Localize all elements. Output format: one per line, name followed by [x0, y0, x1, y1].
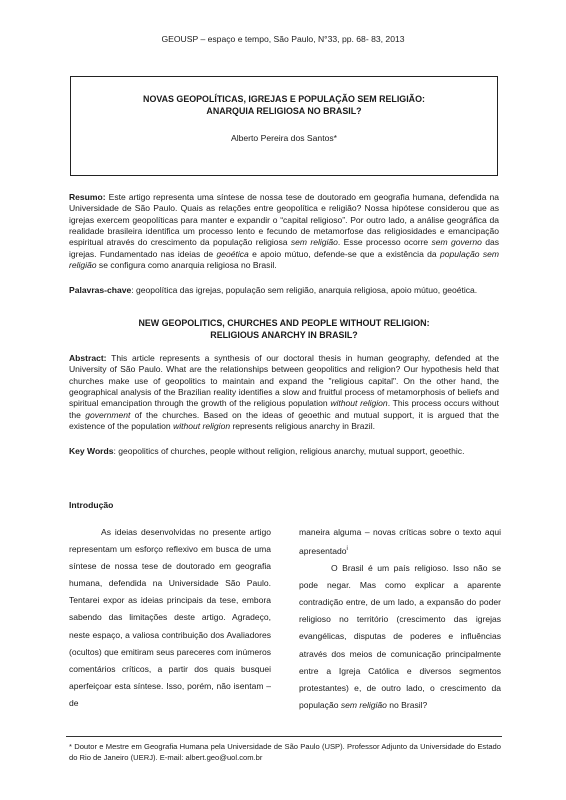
title-line-1: NOVAS GEOPOLÍTICAS, IGREJAS E POPULAÇÃO SEM RELIGIÃO:: [143, 94, 425, 104]
intro-text: maneira alguma – novas críticas sobre o texto aqui apresentado: [299, 527, 501, 556]
intro-paragraph-1: As ideias desenvolvidas no presente artigo representam um esforço reflexivo em busca de uma síntese de nossa tese de doutorado em geografia humana, defendida na Universidade São Paulo. Tentarei expor as ideias principais da tese, embora sabendo das limitações deste artigo. Agradeço, neste espaço, a valiosa contribuição dos Avaliadores (ocultos) que emitiram seus pareceres com inúmeros comentários críticos, a partir dos quais busquei aperfeiçoar esta síntese. Isso, porém, não isentam – de: [69, 527, 271, 708]
resumo-italic: geoética: [216, 248, 249, 259]
abstract-text: This article represents a synthesis of our doctoral thesis in human geography, defended at the University of São Paulo. What are the relationships between geopolitics and religion? Our hypothesis held that churches make use of geopolitics to maintain and expand the "religious capital". On the other hand, the geographical analysis of the Brazilian reality identifies a slow and fruitful process of metamorphosis of beliefs and spiritual emancipation through the growth of the religious population: [69, 353, 499, 409]
abstract-italic: without religion: [173, 421, 231, 432]
english-title-line-1: NEW GEOPOLITICS, CHURCHES AND PEOPLE WITHOUT RELIGION:: [138, 318, 430, 328]
intro-text: O Brasil é um país religioso. Isso não se pode negar. Mas como explicar a aparente contradição entre, de um lado, a expansão do poder religioso no território (crescimento das igrejas evangélicas, disputas de poderes e influências através dos meios de comunicação principalmente entre a Igreja Católica e diversos segmentos protestantes) e, de outro lado, o crescimento da população: [299, 563, 501, 710]
author-footnote: * Doutor e Mestre em Geografia Humana pela Universidade de São Paulo (USP). Professor Adjunto da Universidade do Estado do Rio de Janeiro (UERJ). E-mail: albert.geo@uol.com.br: [69, 742, 501, 762]
abstract-italic: government: [85, 409, 131, 420]
resumo-italic: sem religião: [290, 237, 338, 248]
intro-text: no Brasil?: [386, 699, 428, 710]
resumo-paragraph: [69, 192, 499, 271]
abstract-text: of the churches. Based on the ideas of geoethic and mutual support, it is argued that the existence of the population: [69, 409, 499, 432]
intro-paragraph-1-continued: [299, 524, 501, 560]
resumo-italic: sem governo: [431, 237, 482, 248]
abstract-paragraph: [69, 353, 499, 432]
resumo-text: . Esse processo ocorre: [337, 237, 432, 248]
abstract-text: represents religious anarchy in Brazil.: [230, 421, 375, 432]
resumo-italic: população sem religião: [69, 248, 499, 271]
resumo-text: das igrejas. Fundamentado nas ideias de: [69, 237, 499, 259]
resumo-text: e apoio mútuo, defende-se que a existência da: [248, 248, 441, 259]
abstract-italic: without religion: [330, 398, 388, 409]
key-words-text: : geopolitics of churches, people without religion, religious anarchy, mutual support, geoethic.: [113, 446, 465, 456]
author-name: Alberto Pereira dos Santos*: [230, 133, 338, 144]
palavras-chave-paragraph: [69, 285, 499, 296]
title-line-2: ANARQUIA RELIGIOSA NO BRASIL?: [206, 105, 362, 116]
title-box: [70, 76, 498, 176]
intro-paragraph-2: [299, 560, 501, 714]
footnote-divider: [66, 736, 502, 737]
palavras-chave-text: : geopolítica das igrejas, população sem religião, anarquia religiosa, apoio mútuo, geoética.: [131, 285, 478, 295]
key-words-label: Key Words: [69, 446, 114, 456]
resumo-text: se configura como anarquia religiosa no Brasil.: [96, 260, 277, 271]
abstract-text: . This process occurs without the: [69, 398, 500, 420]
resumo-text: Este artigo representa uma síntese de nossa tese de doutorado em geografia humana, defendida na Universidade de São Paulo. Quais as relações entre geopolítica e religião? Nossa hipótese considerou que as igrejas exercem geopolíticas para manter e expandir o “capital religioso”. Por outro lado, a análise geográfica da realidade brasileira identifica um processo lento e fecundo de metamorfose das religiosidades e emancipação espiritual através do crescimento da população religiosa: [69, 192, 499, 248]
abstract-label: Abstract:: [69, 353, 107, 363]
intro-italic: sem religião: [340, 699, 387, 710]
key-words-paragraph: [69, 446, 499, 457]
body-column-right: [299, 524, 501, 714]
body-column-left: [69, 524, 271, 712]
section-heading-introducao: Introdução: [69, 500, 114, 510]
resumo-label: Resumo:: [69, 192, 106, 202]
palavras-chave-label: Palavras-chave: [69, 285, 132, 295]
english-title-line-2: RELIGIOUS ANARCHY IN BRASIL?: [210, 329, 358, 340]
running-header: GEOUSP – espaço e tempo, São Paulo, N°33, pp. 68- 83, 2013: [161, 34, 405, 44]
english-title: [69, 318, 499, 341]
article-title: [71, 94, 497, 117]
endnote-marker: i: [346, 546, 348, 553]
